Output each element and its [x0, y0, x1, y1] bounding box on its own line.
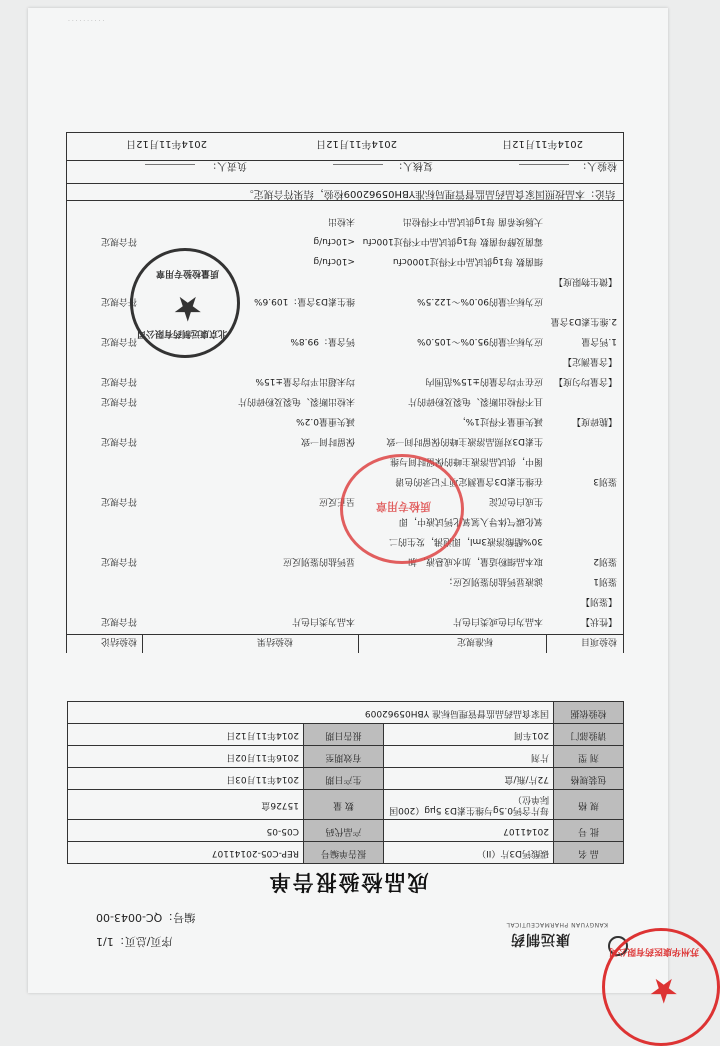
result-standard: 取本品细粉适量，加水成悬液，加: [407, 556, 543, 566]
result-value: 减失重量0.2%: [296, 416, 355, 426]
exp-label: 有效期至: [304, 746, 384, 768]
col-verdict-header: 检验结论: [100, 636, 137, 646]
result-item: 【微生物限度】: [553, 276, 617, 286]
result-value: 维生素D3含量：109.6%: [254, 296, 355, 306]
result-standard: 图中，供试品溶液主峰的保留时间与维: [389, 456, 543, 466]
black-stamp-subtext: 质量检验专用章: [155, 268, 219, 278]
col-standard-header: 标准规定: [456, 636, 493, 646]
result-verdict: 符合规定: [100, 236, 137, 246]
responsible-signature: [145, 164, 195, 179]
corner-stamp-text: 苏州华康医药有限公司: [608, 946, 699, 956]
mfg-label: 生产日期: [304, 768, 384, 790]
product-label: 品 名: [554, 842, 624, 864]
form-value: 片剂: [384, 746, 554, 768]
result-value: 未检出断裂、龟裂及粉碎的片: [237, 396, 355, 406]
result-verdict: 符合规定: [100, 436, 137, 446]
table-row: [67, 375, 623, 387]
result-item: 鉴别2: [593, 556, 617, 566]
exp-value: 2016年11月02日: [68, 746, 304, 768]
header-divider: [546, 635, 547, 653]
stamp-star-icon: ★: [172, 288, 203, 328]
result-item: 鉴别3: [593, 476, 617, 486]
result-verdict: 符合规定: [100, 496, 137, 506]
result-standard: 应为标示量的90.0%～122.5%: [417, 296, 543, 306]
stamp-star-icon: ★: [648, 970, 679, 1010]
result-verdict: 符合规定: [100, 556, 137, 566]
result-value: 钙含量：99.8%: [290, 336, 355, 346]
result-standard: 应为标示量的95.0%～105.0%: [417, 336, 543, 346]
col-item-header: 检验项目: [580, 636, 617, 646]
reviewer-label: 复核人：: [393, 160, 433, 171]
black-stamp-text: 北京康远制药有限公司: [136, 328, 227, 338]
result-standard: 霉菌及酵母菌数 每1g供试品中不得过100cfu: [362, 236, 543, 246]
table-row: [67, 535, 623, 547]
dept-value: 201车间: [384, 724, 554, 746]
report-date-value: 2014年11月12日: [68, 724, 304, 746]
result-value: 呈正反应: [318, 496, 355, 506]
qty-label: 数 量: [304, 790, 384, 820]
inspector-date: 2014年11月12日: [502, 138, 583, 149]
table-row: [67, 455, 623, 467]
result-value: 未检出: [327, 216, 355, 226]
result-standard: 大肠埃希菌 每1g供试品中不得检出: [402, 216, 543, 226]
table-row: [67, 215, 623, 227]
center-stamp-text: 质检专用章: [376, 500, 431, 513]
table-row: [67, 615, 623, 627]
header-divider: [142, 635, 143, 653]
result-value: 显钙盐的鉴别反应: [282, 556, 355, 566]
product-info-table: [67, 701, 624, 864]
table-row: [67, 435, 623, 447]
signature-block: [66, 132, 624, 183]
result-standard: 滤液显钙盐的鉴别反应；: [443, 576, 543, 586]
result-verdict: 符合规定: [100, 396, 137, 406]
rotated-report: [28, 7, 699, 1010]
inspector-label: 检验人：: [577, 160, 617, 171]
batch-label: 批 号: [554, 820, 624, 842]
table-row: [67, 595, 623, 607]
responsible-date: 2014年11月12日: [126, 138, 207, 149]
report-date-label: 报告日期: [304, 724, 384, 746]
spec-label: 规 格: [554, 790, 624, 820]
result-value: 保留时间一致: [300, 436, 355, 446]
table-row: [67, 355, 623, 367]
result-value: <10cfu/g: [313, 256, 355, 266]
basis-value: 国家食品药品监督管理局标准 YBH05962009: [68, 702, 554, 724]
product-value: 碳酸钙D3片（II）: [384, 842, 554, 864]
result-verdict: 符合规定: [100, 376, 137, 386]
result-item: 【性状】: [580, 616, 617, 626]
conclusion: 结论：本品按照国家食品药品监督管理局标准YBH05962009检验，结果符合规定。: [66, 183, 624, 202]
header-divider: [358, 635, 359, 653]
dept-label: 请验部门: [554, 724, 624, 746]
code-label: 产品代码: [304, 820, 384, 842]
result-item: 【含量均匀度】: [553, 376, 617, 386]
result-verdict: 符合规定: [100, 296, 137, 306]
result-item: 2.维生素D3含量: [550, 316, 617, 326]
result-item: 【含量测定】: [562, 356, 617, 366]
result-value: 本品为类白色片: [291, 616, 355, 626]
report-title: 成品检验报告单: [267, 870, 429, 894]
sign-divider: [67, 160, 623, 161]
company-name: 康远制药: [510, 931, 570, 947]
report-no-label: 报告单编号: [304, 842, 384, 864]
scan-artifact: · · · · · · · · · ·: [68, 18, 105, 25]
result-item: 【脆碎度】: [571, 416, 617, 426]
result-item: 【鉴别】: [580, 596, 617, 606]
result-standard: 在维生素D3含量测定项下记录的色谱: [395, 476, 543, 486]
result-value: <10cfu/g: [313, 236, 355, 246]
result-standard: 本品为白色或类白色片: [452, 616, 543, 626]
result-standard: 细菌数 每1g供试品中不得过1000cfu: [392, 256, 543, 266]
mfg-value: 2014年11月03日: [68, 768, 304, 790]
result-verdict: 符合规定: [100, 336, 137, 346]
logo-subtitle: KANGYUAN PHARMACEUTICAL: [506, 921, 608, 928]
result-standard: 且不得检出断裂、龟裂及粉碎的片: [407, 396, 543, 406]
result-standard: 生成白色沉淀: [488, 496, 543, 506]
code-value: C05-05: [68, 820, 304, 842]
page-info: 序页/总页：1/1: [96, 935, 173, 948]
result-standard: 减失重量不得过1%，: [456, 416, 543, 426]
col-result-header: 检验结果: [256, 636, 293, 646]
basis-label: 检验依据: [554, 702, 624, 724]
result-standard: 应在平均含量的±15%范围内: [425, 376, 543, 386]
quality-inspection-stamp: [130, 248, 240, 358]
table-row: [67, 575, 623, 587]
results-header: [67, 634, 623, 653]
report-no-value: REP-C05-20141107: [68, 842, 304, 864]
result-item: 1.钙含量: [581, 336, 617, 346]
table-row: [67, 555, 623, 567]
document-serial: 编号：QC-0043-00: [96, 911, 196, 924]
qty-value: 15726盒: [68, 790, 304, 820]
result-standard: 生素D3对照品溶液主峰的保留时间一致: [386, 436, 543, 446]
inspector-signature: [519, 164, 569, 179]
corner-company-stamp: [602, 928, 720, 1046]
responsible-label: 负责人：: [207, 160, 247, 171]
table-row: [67, 235, 623, 247]
reviewer-signature: [333, 164, 383, 179]
pack-label: 包装规格: [554, 768, 624, 790]
pack-value: 72片/瓶/盒: [384, 768, 554, 790]
document-sheet: [28, 8, 699, 1010]
reviewer-date: 2014年11月12日: [316, 138, 397, 149]
result-standard: 氧化碳气体导入氢氧化钙试液中，即: [398, 516, 543, 526]
spec-value: 每片含钙0.5g与维生素D3 5μg（200国际单位）: [384, 790, 554, 820]
result-verdict: 符合规定: [100, 616, 137, 626]
center-quality-stamp: [340, 454, 464, 564]
table-row: [67, 415, 623, 427]
result-value: 均未超出平均含量±15%: [255, 376, 355, 386]
result-standard: 30%醋酸溶液3ml，即泡沸，发生的二: [389, 536, 543, 546]
result-item: 鉴别1: [593, 576, 617, 586]
batch-value: 20141107: [384, 820, 554, 842]
form-label: 剂 型: [554, 746, 624, 768]
table-row: [67, 395, 623, 407]
